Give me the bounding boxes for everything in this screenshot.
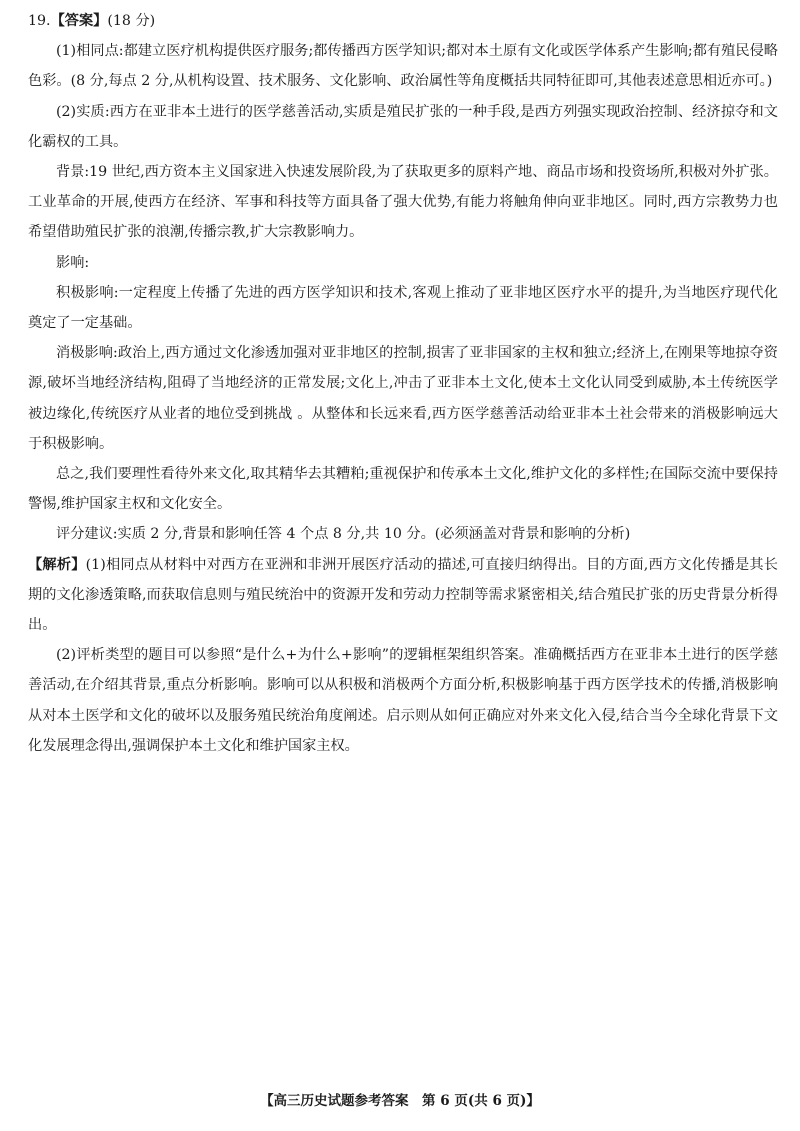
analysis-part1 xyxy=(28,550,778,641)
grading-suggestion: 评分建议:实质 2 分,背景和影响任答 4 个点 8 分,共 10 分。(必须涵盖对背景和影响的分析) xyxy=(56,526,631,543)
answer-conclusion: 总之,我们要理性看待外来文化,取其精华去其糟粕;重视保护和传承本土文化,维护文化的多样性;在国际交流中要保持警惕,维护国家主权和文化安全。 xyxy=(28,466,778,513)
answer-impact-heading: 影响: xyxy=(56,254,90,271)
page-footer: 【高三历史试题参考答案 第 6 页(共 6 页)】 xyxy=(260,1093,540,1109)
question-score: (18 分) xyxy=(107,13,156,29)
question-number: 19. xyxy=(28,13,51,29)
answer-part2-essence: (2)实质:西方在亚非本土进行的医学慈善活动,实质是殖民扩张的一种手段,是西方列强实现政治控制、经济掠夺和文化霸权的工具。 xyxy=(28,103,778,150)
analysis-tag: 【解析】 xyxy=(28,556,86,573)
answer-negative-impact: 消极影响:政治上,西方通过文化渗透加强对亚非地区的控制,损害了亚非国家的主权和独立;经济上,在刚果等地掠夺资源,破坏当地经济结构,阻碍了当地经济的正常发展;文化上,冲击了亚非本土文化,使本土文化认同受到威胁,本土传统医学被边缘化,传统医疗从业者的地位受到挑战 。从整体和长远来看,西方医学慈善活动给亚非本土社会带来的消极影响远大于积极影响。 xyxy=(28,345,778,452)
question-heading xyxy=(28,6,778,36)
answer-part1-similarities: (1)相同点:都建立医疗机构提供医疗服务;都传播西方医学知识;都对本土原有文化或医学体系产生影响;都有殖民侵略色彩。(8 分,每点 2 分,从机构设置、技术服务、文化影响、政治属性等角度概括共同特征即可,其他表述意思相近亦可。) xyxy=(28,43,778,90)
answer-tag: 【答案】 xyxy=(50,13,108,29)
analysis-part1-text: (1)相同点从材料中对西方在亚洲和非洲开展医疗活动的描述,可直接归纳得出。目的方面,西方文化传播是其长期的文化渗透策略,而获取信息则与殖民统治中的资源开发和劳动力控制等需求紧密相关,结合殖民扩张的历史背景分析得出。 xyxy=(28,556,778,634)
answer-positive-impact: 积极影响:一定程度上传播了先进的西方医学知识和技术,客观上推动了亚非地区医疗水平的提升,为当地医疗现代化奠定了一定基础。 xyxy=(28,284,778,332)
answer-background: 背景:19 世纪,西方资本主义国家进入快速发展阶段,为了获取更多的原料产地、商品市场和投资场所,积极对外扩张。工业革命的开展,使西方在经济、军事和科技等方面具备了强大优势,有能力将触角伸向亚非地区。同时,西方宗教势力也希望借助殖民扩张的浪潮,传播宗教,扩大宗教影响力。 xyxy=(28,164,778,241)
answer-content xyxy=(28,6,778,761)
analysis-part2: (2)评析类型的题目可以参照“是什么+为什么+影响”的逻辑框架组织答案。准确概括西方在亚非本土进行的医学慈善活动,在介绍其背景,重点分析影响。影响可以从积极和消极两个方面分析,积极影响基于西方医学技术的传播,消极影响从对本土医学和文化的破坏以及服务殖民统治角度阐述。启示则从如何正确应对外来文化入侵,结合当今全球化背景下文化发展理念得出,强调保护本土文化和维护国家主权。 xyxy=(28,647,778,754)
